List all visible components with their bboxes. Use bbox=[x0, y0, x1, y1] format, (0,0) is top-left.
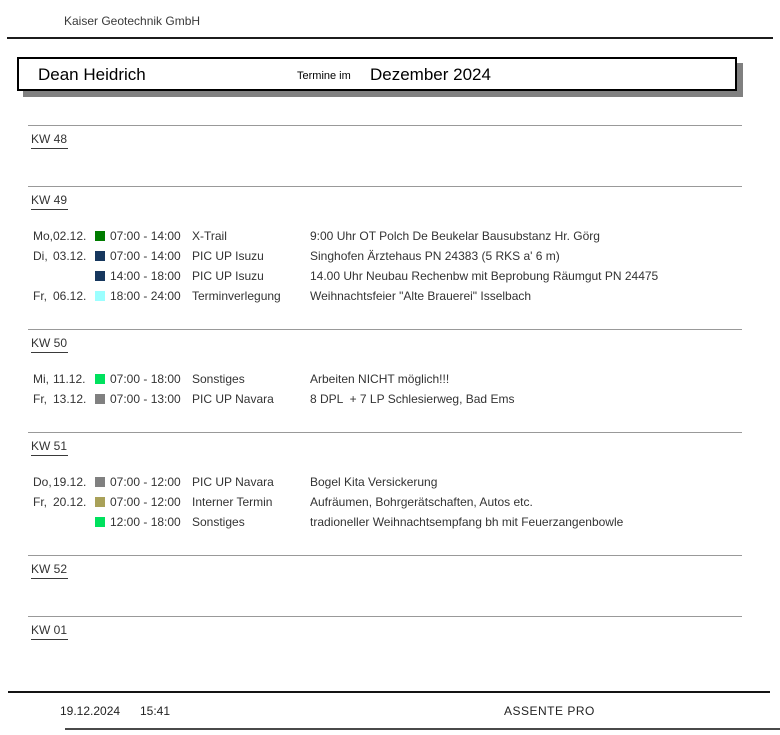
day-of-week: Fr, bbox=[33, 495, 47, 509]
week-label: KW 50 bbox=[31, 336, 68, 353]
category-color-swatch bbox=[95, 477, 105, 487]
footer-divider bbox=[8, 691, 770, 693]
time-range: 14:00 - 18:00 bbox=[110, 269, 181, 283]
time-range: 07:00 - 18:00 bbox=[110, 372, 181, 386]
app-name: ASSENTE PRO bbox=[504, 704, 595, 718]
day-of-week: Mo, bbox=[33, 229, 54, 243]
day-date: 03.12. bbox=[53, 249, 87, 263]
resource-label: PIC UP Isuzu bbox=[192, 269, 264, 283]
week-entries bbox=[28, 370, 742, 410]
resource-label: PIC UP Isuzu bbox=[192, 249, 264, 263]
appointment-row bbox=[28, 473, 742, 493]
day-date: 20.12. bbox=[53, 495, 87, 509]
appointment-description: 9:00 Uhr OT Polch De Beukelar Bausubstanz Hr. Görg bbox=[310, 229, 600, 243]
appointment-row bbox=[28, 390, 742, 410]
category-color-swatch bbox=[95, 251, 105, 261]
resource-label: PIC UP Navara bbox=[192, 475, 274, 489]
appointment-description: 14.00 Uhr Neubau Rechenbw mit Beprobung Räumgut PN 24475 bbox=[310, 269, 659, 283]
print-time: 15:41 bbox=[140, 704, 171, 718]
appointment-description: Aufräumen, Bohrgerätschaften, Autos etc. bbox=[310, 495, 533, 509]
header-divider bbox=[7, 37, 773, 39]
week-section bbox=[28, 329, 742, 432]
week-section bbox=[28, 186, 742, 329]
appointment-description: Arbeiten NICHT möglich!!! bbox=[310, 372, 450, 386]
time-range: 07:00 - 14:00 bbox=[110, 249, 181, 263]
week-label: KW 48 bbox=[31, 132, 68, 149]
week-label: KW 01 bbox=[31, 623, 68, 640]
resource-label: Interner Termin bbox=[192, 495, 273, 509]
day-date: 11.12. bbox=[53, 372, 86, 386]
print-date: 19.12.2024 bbox=[60, 704, 121, 718]
time-range: 07:00 - 12:00 bbox=[110, 495, 181, 509]
week-entries bbox=[28, 473, 742, 533]
category-color-swatch bbox=[95, 497, 105, 507]
category-color-swatch bbox=[95, 271, 105, 281]
week-label: KW 49 bbox=[31, 193, 68, 210]
resource-label: Sonstiges bbox=[192, 372, 245, 386]
time-range: 12:00 - 18:00 bbox=[110, 515, 181, 529]
day-of-week: Di, bbox=[33, 249, 48, 263]
appointment-description: tradioneller Weihnachtsempfang bh mit Feuerzangenbowle bbox=[310, 515, 624, 529]
report-title-prefix: Termine im bbox=[297, 70, 351, 82]
day-of-week: Mi, bbox=[33, 372, 49, 386]
category-color-swatch bbox=[95, 517, 105, 527]
time-range: 07:00 - 12:00 bbox=[110, 475, 181, 489]
appointment-description: 8 DPL + 7 LP Schlesierweg, Bad Ems bbox=[310, 392, 515, 406]
week-label: KW 52 bbox=[31, 562, 68, 579]
title-box bbox=[17, 57, 737, 91]
category-color-swatch bbox=[95, 291, 105, 301]
resource-label: Terminverlegung bbox=[192, 289, 281, 303]
day-of-week: Fr, bbox=[33, 289, 47, 303]
resource-label: X-Trail bbox=[192, 229, 227, 243]
category-color-swatch bbox=[95, 374, 105, 384]
day-of-week: Fr, bbox=[33, 392, 47, 406]
category-color-swatch bbox=[95, 394, 105, 404]
page-edge-line bbox=[65, 728, 780, 730]
appointment-description: Bogel Kita Versickerung bbox=[310, 475, 438, 489]
week-section bbox=[28, 616, 742, 677]
week-section bbox=[28, 555, 742, 616]
day-date: 13.12. bbox=[53, 392, 87, 406]
appointment-description: Weihnachtsfeier "Alte Brauerei" Isselbach bbox=[310, 289, 532, 303]
appointment-row bbox=[28, 247, 742, 267]
week-section bbox=[28, 432, 742, 555]
report-title-month: Dezember 2024 bbox=[370, 65, 491, 84]
appointment-row bbox=[28, 493, 742, 513]
person-name: Dean Heidrich bbox=[38, 65, 146, 84]
time-range: 07:00 - 13:00 bbox=[110, 392, 181, 406]
resource-label: PIC UP Navara bbox=[192, 392, 274, 406]
time-range: 18:00 - 24:00 bbox=[110, 289, 181, 303]
appointment-row bbox=[28, 513, 742, 533]
resource-label: Sonstiges bbox=[192, 515, 245, 529]
appointment-row bbox=[28, 287, 742, 307]
time-range: 07:00 - 14:00 bbox=[110, 229, 181, 243]
day-date: 19.12. bbox=[53, 475, 87, 489]
appointment-row bbox=[28, 267, 742, 287]
week-section bbox=[28, 125, 742, 186]
company-name: Kaiser Geotechnik GmbH bbox=[64, 14, 201, 28]
week-label: KW 51 bbox=[31, 439, 68, 456]
weeks-container bbox=[28, 125, 742, 677]
appointment-description: Singhofen Ärztehaus PN 24383 (5 RKS a' 6 m) bbox=[310, 249, 560, 263]
appointment-row bbox=[28, 227, 742, 247]
day-of-week: Do, bbox=[33, 475, 52, 489]
appointment-row bbox=[28, 370, 742, 390]
day-date: 06.12. bbox=[53, 289, 87, 303]
day-date: 02.12. bbox=[53, 229, 87, 243]
category-color-swatch bbox=[95, 231, 105, 241]
week-entries bbox=[28, 227, 742, 307]
